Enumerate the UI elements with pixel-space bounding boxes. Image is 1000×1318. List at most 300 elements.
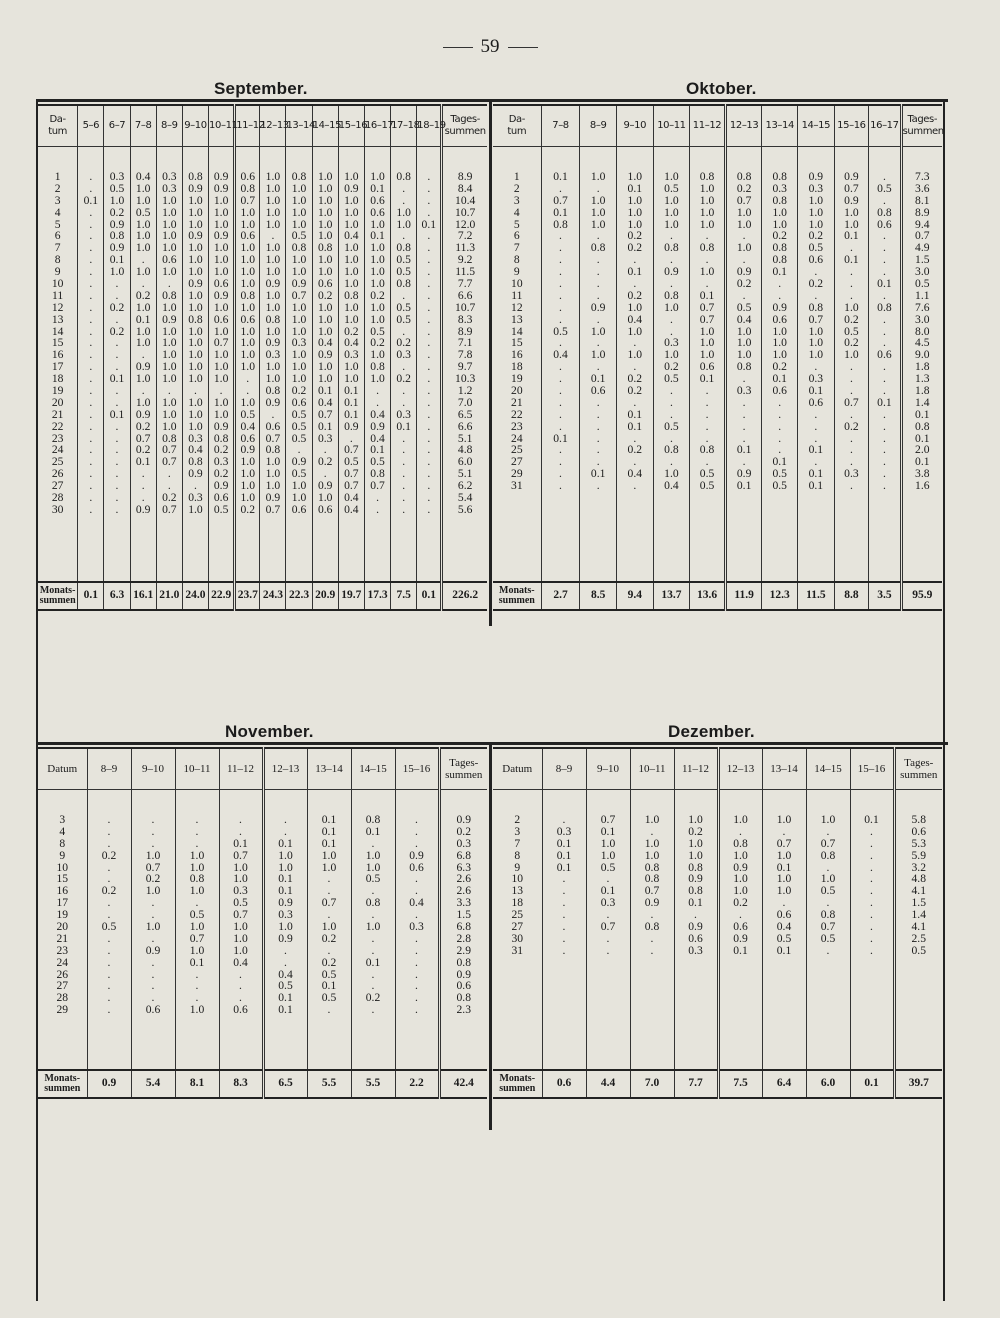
table-cell: . bbox=[402, 181, 406, 195]
table-cell: 0.1 bbox=[556, 836, 572, 850]
table-cell: . bbox=[194, 479, 197, 493]
table-cell: 9.7 bbox=[457, 360, 473, 374]
table-cell: . bbox=[633, 395, 637, 409]
table-cell: 0.1 bbox=[915, 431, 930, 445]
table-cell: 0.1 bbox=[365, 824, 381, 838]
table-cell: 1.0 bbox=[135, 324, 151, 338]
dezember-header-4: 11–12 bbox=[674, 748, 718, 790]
table-cell: . bbox=[559, 336, 562, 350]
table-cell: 1.0 bbox=[213, 300, 229, 314]
table-cell: . bbox=[107, 860, 111, 874]
table-cell: 9 bbox=[513, 265, 520, 279]
dezember-total-4: 7.7 bbox=[674, 1070, 718, 1098]
table-cell: . bbox=[742, 253, 746, 267]
table-cell: 0.8 bbox=[188, 312, 203, 326]
table-cell: . bbox=[870, 872, 873, 886]
table-cell: 3.3 bbox=[456, 896, 471, 910]
table-cell: . bbox=[596, 253, 600, 267]
table-cell: 0.6 bbox=[265, 419, 281, 433]
table-cell: 1.0 bbox=[321, 920, 337, 934]
table-cell: . bbox=[559, 277, 562, 291]
table-cell: 0.8 bbox=[265, 312, 281, 326]
table-cell: . bbox=[705, 395, 709, 409]
table-cell: . bbox=[195, 896, 199, 910]
table-cell: . bbox=[89, 372, 93, 386]
table-cell: 0.9 bbox=[135, 360, 151, 374]
table-cell: 0.6 bbox=[317, 502, 333, 516]
table-cell: 0.8 bbox=[213, 431, 229, 445]
table-cell: 1.0 bbox=[664, 217, 679, 231]
table-cell: 0.6 bbox=[291, 395, 307, 409]
table-cell: 3.2 bbox=[911, 860, 926, 874]
oktober-header-2: 8–9 bbox=[580, 105, 617, 147]
table-cell: 0.9 bbox=[135, 407, 151, 421]
table-cell: . bbox=[376, 384, 379, 398]
table-cell: 0.1 bbox=[699, 372, 715, 386]
table-cell: 0.8 bbox=[317, 241, 333, 255]
table-cell: . bbox=[633, 253, 637, 267]
table-cell: . bbox=[371, 967, 375, 981]
september-column-11 bbox=[338, 147, 364, 583]
table-cell: . bbox=[778, 288, 782, 302]
table-cell: . bbox=[596, 265, 600, 279]
table-cell: . bbox=[559, 288, 562, 302]
table-cell: 0.7 bbox=[699, 312, 715, 326]
table-cell: 1.0 bbox=[278, 848, 293, 862]
table-cell: 0.8 bbox=[772, 253, 787, 267]
table-cell: 4 bbox=[59, 824, 66, 838]
table-cell: 0.7 bbox=[213, 336, 229, 350]
table-cell: . bbox=[694, 908, 697, 922]
table-cell: 0.8 bbox=[396, 241, 411, 255]
table-cell: 2.6 bbox=[456, 872, 471, 886]
september-total-2: 6.3 bbox=[104, 582, 130, 610]
table-cell: . bbox=[882, 479, 886, 493]
table-cell: 1.0 bbox=[135, 395, 151, 409]
table-cell: 0.8 bbox=[772, 170, 787, 183]
november-header-9: Tages- summen bbox=[439, 748, 487, 790]
table-cell: 0.8 bbox=[365, 896, 381, 910]
table-cell: 1.0 bbox=[240, 395, 255, 409]
table-cell: 0.4 bbox=[344, 502, 359, 516]
table-cell: 0.2 bbox=[135, 419, 151, 433]
table-cell: 29 bbox=[511, 467, 523, 481]
table-cell: 3.0 bbox=[915, 265, 930, 279]
oktober-header-8: 14–15 bbox=[798, 105, 835, 147]
table-cell: 1.0 bbox=[162, 407, 177, 421]
september-column-6 bbox=[209, 147, 235, 583]
table-cell: . bbox=[349, 431, 353, 445]
table-cell: . bbox=[778, 443, 782, 457]
table-cell: . bbox=[882, 312, 886, 326]
november-column-4 bbox=[219, 790, 263, 1071]
table-cell: 0.7 bbox=[553, 193, 568, 207]
table-cell: . bbox=[415, 979, 418, 993]
september-total-6: 22.9 bbox=[209, 582, 235, 610]
table-cell: 0.8 bbox=[699, 170, 715, 183]
september-title: September. bbox=[214, 79, 308, 98]
table-cell: . bbox=[415, 836, 418, 850]
table-cell: 0.7 bbox=[844, 181, 859, 195]
table-cell: 0.3 bbox=[556, 824, 572, 838]
table-cell: 0.1 bbox=[915, 407, 930, 421]
table-cell: 6 bbox=[513, 229, 520, 243]
table-cell: 1.0 bbox=[213, 253, 229, 267]
table-cell: 0.1 bbox=[627, 265, 643, 279]
table-cell: 0.9 bbox=[109, 241, 125, 255]
table-cell: . bbox=[870, 884, 873, 898]
table-cell: 0.9 bbox=[317, 479, 333, 493]
table-cell: 0.7 bbox=[233, 848, 248, 862]
table-cell: 0.8 bbox=[291, 241, 307, 255]
table-cell: 0.5 bbox=[699, 467, 715, 481]
table-cell: 0.7 bbox=[233, 908, 248, 922]
table-cell: . bbox=[739, 908, 742, 922]
table-cell: 1.0 bbox=[699, 348, 715, 362]
november-total-1: 0.9 bbox=[87, 1070, 131, 1098]
table-cell: 0.2 bbox=[627, 288, 643, 302]
table-cell: 14 bbox=[511, 324, 523, 338]
september-column-13 bbox=[391, 147, 417, 583]
table-cell: 0.8 bbox=[808, 300, 824, 314]
table-cell: 1.0 bbox=[317, 193, 333, 207]
table-cell: 0.8 bbox=[664, 443, 679, 457]
table-cell: 4.5 bbox=[915, 336, 930, 350]
table-cell: 0.1 bbox=[278, 836, 293, 850]
table-cell: 0.6 bbox=[240, 229, 255, 243]
table-cell: 1.0 bbox=[188, 502, 203, 516]
table-cell: . bbox=[606, 908, 610, 922]
table-cell: . bbox=[669, 455, 673, 469]
table-cell: 1.0 bbox=[370, 312, 385, 326]
table-cell: 7 bbox=[54, 241, 61, 255]
table-cell: . bbox=[284, 955, 287, 969]
table-cell: 0.2 bbox=[365, 991, 381, 1005]
table-cell: . bbox=[141, 348, 145, 362]
table-cell: 1.0 bbox=[772, 348, 787, 362]
table-cell: . bbox=[870, 920, 873, 934]
oktober-header-7: 13–14 bbox=[762, 105, 798, 147]
table-cell: . bbox=[115, 336, 119, 350]
table-cell: 1.0 bbox=[291, 348, 307, 362]
table-cell: 10 bbox=[511, 872, 524, 886]
table-cell: 0.3 bbox=[409, 920, 424, 934]
table-cell: . bbox=[239, 991, 242, 1005]
table-cell: 1.0 bbox=[233, 920, 248, 934]
dezember-column-2 bbox=[586, 790, 630, 1071]
table-cell: . bbox=[559, 455, 562, 469]
table-cell: 3 bbox=[59, 813, 66, 826]
table-cell: 1.0 bbox=[736, 217, 752, 231]
table-cell: 1.0 bbox=[808, 217, 824, 231]
table-cell: 0.4 bbox=[317, 336, 333, 350]
table-cell: . bbox=[141, 467, 145, 481]
table-cell: 1.0 bbox=[370, 253, 385, 267]
table-cell: . bbox=[427, 324, 431, 338]
table-cell: 1.0 bbox=[240, 300, 255, 314]
table-cell: . bbox=[814, 455, 818, 469]
table-cell: 1.0 bbox=[772, 205, 787, 219]
table-cell: 7.1 bbox=[457, 336, 473, 350]
dezember-table bbox=[493, 747, 942, 1099]
table-cell: . bbox=[219, 384, 223, 398]
table-cell: 1.0 bbox=[162, 265, 177, 279]
table-cell: . bbox=[89, 181, 93, 195]
table-cell: 7.8 bbox=[457, 348, 473, 362]
table-cell: 0.7 bbox=[344, 467, 359, 481]
table-cell: 0.8 bbox=[240, 181, 255, 195]
table-cell: 0.2 bbox=[664, 360, 679, 374]
table-cell: 1.0 bbox=[590, 193, 606, 207]
table-cell: 0.1 bbox=[808, 384, 824, 398]
table-cell: . bbox=[239, 824, 242, 838]
table-cell: . bbox=[167, 277, 171, 291]
table-cell: 0.2 bbox=[135, 443, 151, 457]
table-cell: 1.0 bbox=[600, 836, 616, 850]
table-cell: 0.2 bbox=[321, 955, 337, 969]
table-cell: 0.9 bbox=[456, 813, 471, 826]
table-cell: 23 bbox=[511, 419, 523, 433]
table-cell: 6.5 bbox=[457, 407, 473, 421]
table-cell: . bbox=[633, 336, 637, 350]
november-column-8 bbox=[395, 790, 439, 1071]
table-cell: 3.8 bbox=[915, 467, 930, 481]
table-cell: 6.8 bbox=[456, 920, 471, 934]
september-total-1: 0.1 bbox=[78, 582, 104, 610]
table-cell: 0.6 bbox=[877, 217, 892, 231]
table-cell: 0.1 bbox=[844, 229, 859, 243]
table-cell: 0.6 bbox=[370, 205, 385, 219]
table-cell: 1.0 bbox=[188, 419, 203, 433]
table-cell: 0.8 bbox=[344, 288, 359, 302]
table-cell: 0.1 bbox=[590, 372, 606, 386]
table-cell: . bbox=[814, 360, 818, 374]
table-cell: 0.7 bbox=[265, 502, 281, 516]
table-cell: . bbox=[650, 824, 654, 838]
table-cell: . bbox=[89, 241, 93, 255]
table-cell: . bbox=[849, 277, 853, 291]
table-cell: . bbox=[778, 431, 782, 445]
table-cell: 1.0 bbox=[189, 848, 205, 862]
table-cell: 0.9 bbox=[145, 943, 161, 957]
table-cell: 1.0 bbox=[699, 217, 715, 231]
table-cell: . bbox=[559, 407, 562, 421]
table-cell: . bbox=[107, 896, 111, 910]
table-cell: 9.2 bbox=[457, 253, 473, 267]
table-cell: 1.0 bbox=[627, 170, 643, 183]
table-cell: 1.0 bbox=[145, 884, 161, 898]
oktober-column-6 bbox=[725, 147, 762, 583]
table-cell: 0.3 bbox=[396, 407, 411, 421]
table-cell: . bbox=[596, 443, 600, 457]
table-cell: 3 bbox=[514, 824, 521, 838]
table-cell: 0.2 bbox=[627, 229, 643, 243]
table-cell: 0.2 bbox=[291, 384, 307, 398]
table-cell: . bbox=[371, 943, 375, 957]
november-column-1 bbox=[87, 790, 131, 1071]
table-cell: 21 bbox=[511, 395, 523, 409]
table-cell: 1.0 bbox=[188, 348, 203, 362]
table-cell: . bbox=[195, 979, 199, 993]
table-cell: 2 bbox=[54, 181, 61, 195]
table-cell: . bbox=[562, 813, 566, 826]
table-cell: 0.1 bbox=[233, 836, 248, 850]
table-cell: 0.8 bbox=[644, 872, 660, 886]
table-cell: . bbox=[427, 348, 431, 362]
table-cell: . bbox=[882, 455, 886, 469]
november-total-2: 5.4 bbox=[131, 1070, 175, 1098]
table-cell: 0.8 bbox=[188, 170, 203, 183]
table-cell: 0.2 bbox=[396, 336, 411, 350]
table-cell: 29 bbox=[56, 1003, 69, 1017]
table-cell: 0.7 bbox=[189, 931, 205, 945]
table-cell: . bbox=[89, 348, 93, 362]
oktober-total-10: 3.5 bbox=[869, 582, 901, 610]
oktober-header-4: 10–11 bbox=[653, 105, 690, 147]
table-cell: 1.0 bbox=[291, 372, 307, 386]
table-cell: 0.9 bbox=[344, 419, 359, 433]
mid-rule bbox=[36, 742, 948, 745]
table-cell: 0.4 bbox=[233, 955, 248, 969]
table-cell: 0.5 bbox=[396, 265, 411, 279]
table-cell: 0.7 bbox=[370, 479, 385, 493]
table-cell: . bbox=[559, 241, 562, 255]
table-cell: 1.0 bbox=[776, 848, 792, 862]
table-cell: . bbox=[849, 372, 853, 386]
table-cell: 1.5 bbox=[456, 908, 471, 922]
table-cell: 31 bbox=[511, 479, 523, 493]
table-cell: . bbox=[427, 229, 431, 243]
table-cell: . bbox=[415, 813, 418, 826]
table-cell: 0.5 bbox=[291, 407, 307, 421]
november-header-5: 12–13 bbox=[263, 748, 307, 790]
table-cell: . bbox=[427, 491, 431, 505]
table-cell: 0.6 bbox=[808, 253, 824, 267]
table-cell: . bbox=[882, 419, 886, 433]
dezember-header-5: 12–13 bbox=[718, 748, 762, 790]
table-cell: 0.1 bbox=[321, 824, 337, 838]
table-cell: 0.6 bbox=[240, 170, 255, 183]
center-divider-bottom bbox=[489, 742, 492, 1130]
table-cell: . bbox=[882, 336, 886, 350]
table-cell: 0.1 bbox=[135, 312, 151, 326]
november-total-9: 42.4 bbox=[439, 1070, 487, 1098]
september-header-0: Da- tum bbox=[38, 105, 78, 147]
table-cell: . bbox=[705, 419, 709, 433]
table-cell: 8.4 bbox=[457, 181, 473, 195]
table-cell: 0.2 bbox=[688, 824, 703, 838]
table-cell: 0.9 bbox=[265, 336, 281, 350]
table-cell: 1.0 bbox=[370, 348, 385, 362]
table-cell: . bbox=[327, 943, 331, 957]
table-cell: 1.0 bbox=[664, 348, 679, 362]
september-column-5 bbox=[182, 147, 208, 583]
table-cell: . bbox=[89, 491, 93, 505]
table-cell: 1.0 bbox=[265, 467, 281, 481]
table-cell: 4 bbox=[513, 205, 520, 219]
table-cell: 0.2 bbox=[627, 384, 643, 398]
table-cell: . bbox=[669, 407, 673, 421]
table-cell: 1.0 bbox=[808, 205, 824, 219]
table-cell: . bbox=[606, 943, 610, 957]
table-cell: 1.0 bbox=[344, 253, 359, 267]
table-cell: 0.9 bbox=[370, 419, 385, 433]
table-cell: . bbox=[849, 360, 853, 374]
table-cell: 0.4 bbox=[135, 170, 151, 183]
table-cell: . bbox=[882, 170, 886, 183]
table-cell: 5.1 bbox=[457, 467, 473, 481]
table-cell: . bbox=[427, 384, 431, 398]
table-cell: 0.7 bbox=[820, 920, 836, 934]
table-cell: 1.0 bbox=[188, 324, 203, 338]
september-total-9: 22.3 bbox=[286, 582, 312, 610]
table-cell: . bbox=[427, 407, 431, 421]
table-cell: 1.0 bbox=[188, 265, 203, 279]
table-cell: 0.9 bbox=[733, 860, 748, 874]
table-cell: . bbox=[371, 1003, 375, 1017]
table-cell: . bbox=[826, 860, 830, 874]
table-cell: . bbox=[89, 360, 93, 374]
table-cell: 0.5 bbox=[600, 860, 616, 874]
dezember-totals-label: Monats- summen bbox=[493, 1070, 542, 1098]
table-cell: 1.0 bbox=[733, 884, 748, 898]
oktober-table bbox=[493, 104, 942, 611]
table-cell: 0.4 bbox=[188, 443, 203, 457]
table-cell: 0.2 bbox=[321, 931, 337, 945]
table-cell: . bbox=[427, 277, 431, 291]
table-cell: 0.1 bbox=[317, 384, 333, 398]
november-column-3 bbox=[175, 790, 219, 1071]
table-cell: 0.1 bbox=[109, 372, 125, 386]
table-cell: . bbox=[427, 253, 431, 267]
table-cell: . bbox=[559, 395, 562, 409]
table-cell: 0.2 bbox=[808, 277, 824, 291]
table-cell: 1.0 bbox=[736, 336, 752, 350]
table-cell: 1.0 bbox=[278, 920, 293, 934]
table-cell: 0.9 bbox=[590, 300, 606, 314]
table-cell: 0.2 bbox=[109, 205, 125, 219]
table-cell: 0.8 bbox=[456, 991, 471, 1005]
table-cell: . bbox=[151, 896, 155, 910]
table-cell: 1.0 bbox=[233, 943, 248, 957]
table-cell: 5 bbox=[513, 217, 520, 231]
table-cell: 0.9 bbox=[265, 395, 281, 409]
table-cell: 1.5 bbox=[911, 896, 926, 910]
table-cell: 1.0 bbox=[265, 241, 281, 255]
november-column-2 bbox=[131, 790, 175, 1071]
table-cell: 15 bbox=[51, 336, 64, 350]
table-cell: 0.2 bbox=[808, 229, 824, 243]
table-cell: 27 bbox=[511, 920, 524, 934]
table-cell: . bbox=[778, 277, 782, 291]
table-cell: 7.0 bbox=[457, 395, 473, 409]
table-cell: 0.1 bbox=[600, 824, 616, 838]
table-cell: 0.1 bbox=[553, 205, 568, 219]
table-cell: . bbox=[870, 931, 873, 945]
table-cell: . bbox=[870, 908, 873, 922]
table-cell: 0.6 bbox=[233, 1003, 248, 1017]
table-cell: 0.3 bbox=[213, 455, 229, 469]
table-cell: 0.1 bbox=[278, 872, 293, 886]
dezember-column-0 bbox=[493, 790, 542, 1071]
table-cell: . bbox=[107, 1003, 111, 1017]
table-cell: 0.4 bbox=[736, 312, 752, 326]
table-cell: 0.7 bbox=[776, 836, 792, 850]
oktober-column-11 bbox=[901, 147, 942, 583]
table-cell: . bbox=[742, 407, 746, 421]
september-column-8 bbox=[260, 147, 286, 583]
table-cell: 0.9 bbox=[317, 348, 333, 362]
